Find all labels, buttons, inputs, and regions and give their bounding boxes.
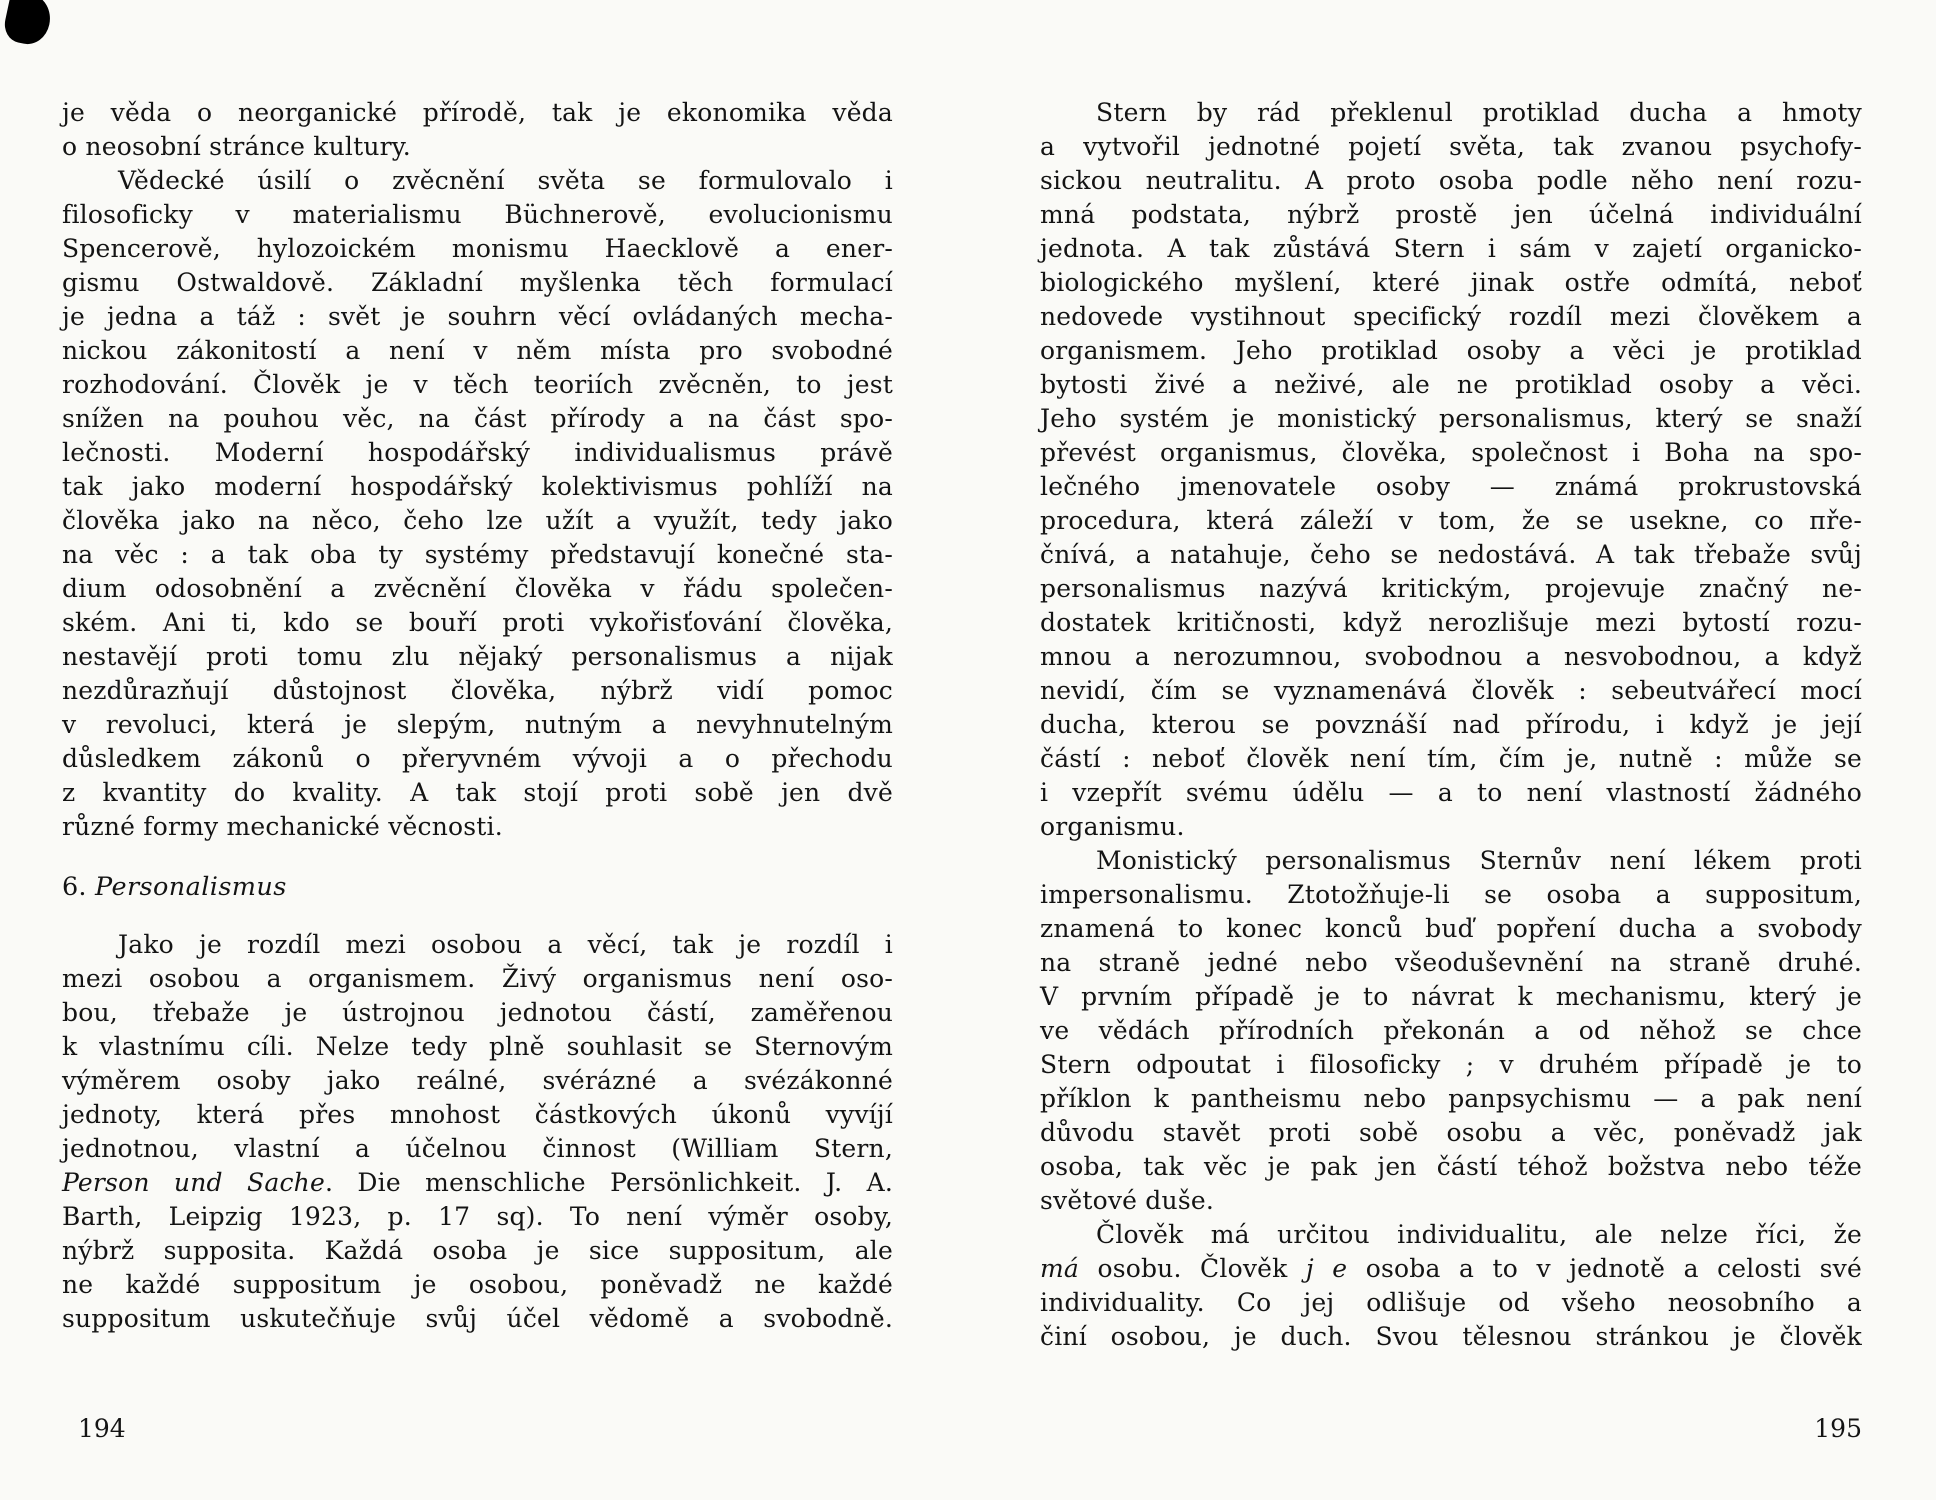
text-line: mná podstata, nýbrž prostě jen účelná individuální [1040, 200, 1862, 229]
text-line: znamená to konec konců buď popření ducha a svobody [1040, 914, 1862, 943]
page-right-text-column [1040, 96, 1862, 1354]
text-line: personalismus nazývá kritickým, projevuje značný ne- [1040, 574, 1862, 603]
text-line: biologického myšlení, které jinak ostře odmítá, neboť [1040, 268, 1862, 297]
text-line: filosoficky v materialismu Büchnerově, evolucionismu [62, 200, 893, 229]
text-line: sickou neutralitu. A proto osoba podle něho není rozu- [1040, 166, 1862, 195]
scan-artifact [1, 0, 54, 48]
text-line: individuality. Co jej odlišuje od všeho neosobního a [1040, 1288, 1862, 1317]
text-line: nickou zákonitostí a není v něm místa pro svobodné [62, 336, 893, 365]
text-line: bou, třebaže je ústrojnou jednotou částí, zaměřenou [62, 998, 893, 1027]
text-line: Barth, Leipzig 1923, p. 17 sq). To není výměr osoby, [62, 1202, 893, 1231]
text-line: Monistický personalismus Sternův není lékem proti [1096, 846, 1862, 875]
text-line: jednotnou, vlastní a účelnou činnost (William Stern, [62, 1134, 893, 1163]
text-line: Spencerově, hylozoickém monismu Haecklově a ener- [62, 234, 893, 263]
text-line: gismu Ostwaldově. Základní myšlenka těch formulací [62, 268, 893, 297]
text-line: a vytvořil jednotné pojetí světa, tak zvanou psychofy- [1040, 132, 1862, 161]
text-line: ve vědách přírodních překonán a od něhož se chce [1040, 1016, 1862, 1045]
text-line: je jedna a táž : svět je souhrn věcí ovládaných mecha- [62, 302, 893, 331]
text-line: na straně jedné nebo všeoduševnění na straně druhé. [1040, 948, 1862, 977]
text-line: Jako je rozdíl mezi osobou a věcí, tak je rozdíl i [118, 930, 893, 959]
text-line: organismem. Jeho protiklad osoby a věci je protiklad [1040, 336, 1862, 365]
text-line: rozhodování. Člověk je v těch teoriích zvěcněn, to jest [62, 370, 893, 399]
text-line: má osobu. Člověk j e osoba a to v jednotě a celosti své [1040, 1254, 1862, 1283]
text-line: mnou a nerozumnou, svobodnou a nesvobodnou, a když [1040, 642, 1862, 671]
text-line: lečného jmenovatele osoby — známá prokrustovská [1040, 472, 1862, 501]
text-line: ském. Ani ti, kdo se bouří proti vykořisťování člověka, [62, 608, 893, 637]
section-heading: 6. Personalismus [62, 872, 287, 902]
text-line: tak jako moderní hospodářský kolektivismus pohlíží na [62, 472, 893, 501]
text-line: jednota. A tak zůstává Stern i sám v zajetí organicko- [1040, 234, 1862, 263]
text-line: nýbrž supposita. Každá osoba je sice suppositum, ale [62, 1236, 893, 1265]
text-line: procedura, která záleží v tom, že se usekne, co пře- [1040, 506, 1862, 535]
text-line: nedovede vystihnout specifický rozdíl mezi člověkem a [1040, 302, 1862, 331]
text-line: světové duše. [1040, 1186, 1214, 1215]
text-line: ducha, kterou se povznáší nad přírodu, i když je její [1040, 710, 1862, 739]
text-line: částí : neboť člověk není tím, čím je, nutně : může se [1040, 744, 1862, 773]
text-line: důsledkem zákonů o přeryvném vývoji a o přechodu [62, 744, 893, 773]
text-line: na věc : a tak oba ty systémy představují konečné sta- [62, 540, 893, 569]
text-line: nestavějí proti tomu zlu nějaký personalismus a nijak [62, 642, 893, 671]
text-line: dium odosobnění a zvěcnění člověka v řádu společen- [62, 574, 893, 603]
text-line: důvodu stavět proti sobě osobu a věc, poněvadž jak [1040, 1118, 1862, 1147]
text-line: z kvantity do kvality. A tak stojí proti sobě jen dvě [62, 778, 893, 807]
text-line: Person und Sache. Die menschliche Persönlichkeit. J. A. [62, 1168, 893, 1197]
text-line: činí osobou, je duch. Svou tělesnou stránkou je člověk [1040, 1322, 1862, 1351]
text-line: bytosti živé a neživé, ale ne protiklad osoby a věci. [1040, 370, 1862, 399]
text-line: Stern by rád překlenul protiklad ducha a hmoty [1096, 98, 1862, 127]
text-line: Jeho systém je monistický personalismus, který se snaží [1040, 404, 1862, 433]
text-line: Stern odpoutat i filosoficky ; v druhém případě je to [1040, 1050, 1862, 1079]
text-line: člověka jako na něco, čeho lze užít a využít, tedy jako [62, 506, 893, 535]
text-line: o neosobní stránce kultury. [62, 132, 411, 161]
text-line: osoba, tak věc je pak jen částí téhož božstva nebo téže [1040, 1152, 1862, 1181]
page-left-text-column [62, 96, 893, 1336]
text-line: lečnosti. Moderní hospodářský individualismus právě [62, 438, 893, 467]
page-number-right: 195 [1814, 1414, 1862, 1443]
text-line: v revoluci, která je slepým, nutným a nevyhnutelným [62, 710, 893, 739]
page-number-left: 194 [78, 1414, 126, 1443]
text-line: impersonalismu. Ztotožňuje-li se osoba a suppositum, [1040, 880, 1862, 909]
text-line: nevidí, čím se vyznamenává člověk : sebeutvářecí mocí [1040, 676, 1862, 705]
text-line: mezi osobou a organismem. Živý organismus není oso- [62, 964, 893, 993]
text-line: V prvním případě je to návrat k mechanismu, který je [1040, 982, 1862, 1011]
text-line: Vědecké úsilí o zvěcnění světa se formulovalo i [118, 166, 893, 195]
text-line: převést organismus, člověka, společnost i Boha na spo- [1040, 438, 1862, 467]
text-line: Člověk má určitou individualitu, ale nelze říci, že [1096, 1220, 1862, 1249]
text-line: i vzepřít svému údělu — a to není vlastností žádného [1040, 778, 1862, 807]
text-line: příklon k pantheismu nebo panpsychismu — a pak není [1040, 1084, 1862, 1113]
text-line: jednoty, která přes mnohost částkových úkonů vyvíjí [62, 1100, 893, 1129]
text-line: ne každé suppositum je osobou, poněvadž ne každé [62, 1270, 893, 1299]
text-line: čnívá, a natahuje, čeho se nedostává. A tak třebaže svůj [1040, 540, 1862, 569]
text-line: dostatek kritičnosti, když nerozlišuje mezi bytostí rozu- [1040, 608, 1862, 637]
text-line: je věda o neorganické přírodě, tak je ekonomika věda [62, 98, 893, 127]
text-line: organismu. [1040, 812, 1185, 841]
text-line: nezdůrazňují důstojnost člověka, nýbrž vidí pomoc [62, 676, 893, 705]
text-line: snížen na pouhou věc, na část přírody a na část spo- [62, 404, 893, 433]
text-line: výměrem osoby jako reálné, svérázné a svézákonné [62, 1066, 893, 1095]
text-line: k vlastnímu cíli. Nelze tedy plně souhlasit se Sternovým [62, 1032, 893, 1061]
text-line: suppositum uskutečňuje svůj účel vědomě a svobodně. [62, 1304, 893, 1333]
text-line: různé formy mechanické věcnosti. [62, 812, 503, 841]
